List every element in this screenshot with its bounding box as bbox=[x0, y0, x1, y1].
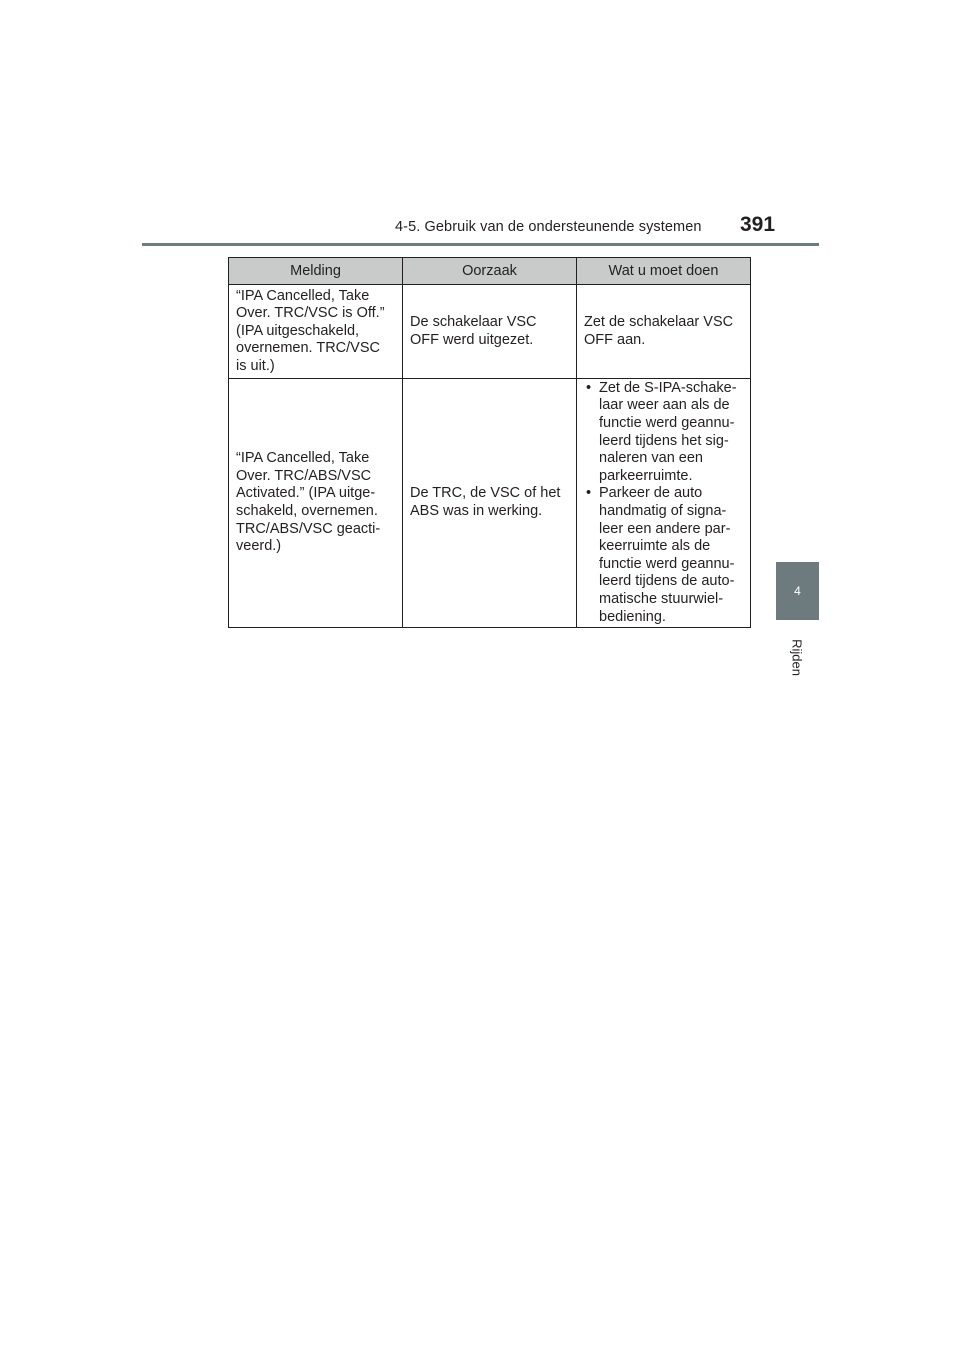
column-header-wat-u-moet-doen: Wat u moet doen bbox=[577, 258, 751, 285]
chapter-tab bbox=[776, 562, 819, 620]
column-header-melding: Melding bbox=[229, 258, 403, 285]
cell-melding: “IPA Cancelled, Take Over. TRC/VSC is Off.” (IPA uitgeschakeld, overnemen. TRC/VSC is uit.) bbox=[229, 285, 403, 379]
page-number: 391 bbox=[740, 213, 776, 236]
cell-actie: Zet de schakelaar VSC OFF aan. bbox=[577, 285, 751, 379]
action-item: • Zet de S-IPA-schake-laar weer aan als de functie werd geannu-leerd tijdens het sig-naleren van een parkeerruimte. bbox=[584, 380, 742, 486]
cell-oorzaak: De TRC, de VSC of het ABS was in werking. bbox=[403, 379, 577, 628]
chapter-label: Rijden bbox=[789, 639, 805, 676]
message-table bbox=[228, 257, 751, 628]
section-title: 4-5. Gebruik van de ondersteunende systemen bbox=[395, 219, 702, 235]
table-row bbox=[229, 379, 751, 628]
table-header-row bbox=[229, 258, 751, 285]
cell-oorzaak: De schakelaar VSC OFF werd uitgezet. bbox=[403, 285, 577, 379]
action-item: • Parkeer de auto handmatig of signa-leer een andere par-keerruimte als de functie werd geannu-leerd tijdens de auto-matische stuurwiel-bediening. bbox=[584, 485, 742, 626]
action-list bbox=[584, 380, 742, 626]
table-row bbox=[229, 285, 751, 379]
cell-melding: “IPA Cancelled, Take Over. TRC/ABS/VSC Activated.” (IPA uitge-schakeld, overnemen. TRC/ABS/VSC geacti-veerd.) bbox=[229, 379, 403, 628]
chapter-number: 4 bbox=[794, 584, 801, 598]
column-header-oorzaak: Oorzaak bbox=[403, 258, 577, 285]
header-rule bbox=[142, 243, 819, 246]
cell-actie bbox=[577, 379, 751, 628]
